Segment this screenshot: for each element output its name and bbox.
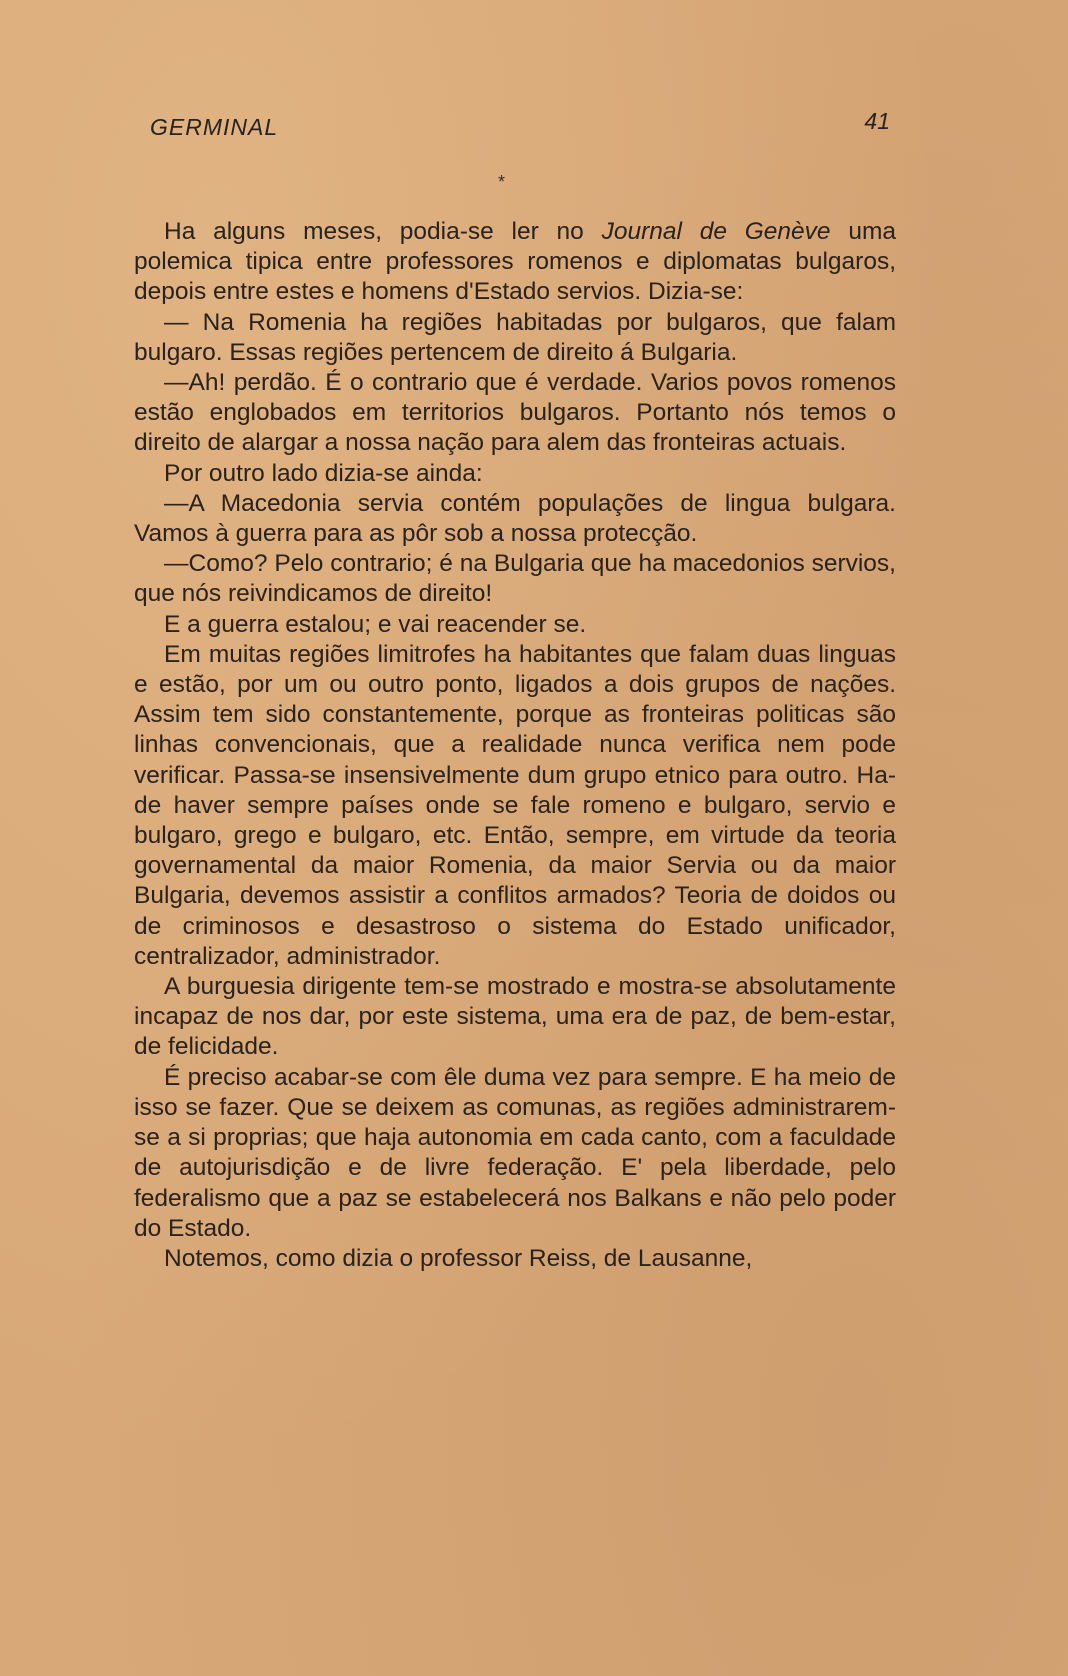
paragraph-9: A burguesia dirigente tem-se mostrado e mostra-se absolutamente incapaz de nos dar, por este sistema, uma era de paz, de bem-estar, de felicidade. bbox=[134, 973, 896, 1061]
running-head bbox=[150, 108, 890, 150]
paragraph-7: E a guerra estalou; e vai reacender se. bbox=[164, 610, 587, 638]
journal-title: Journal de Genève bbox=[601, 218, 831, 245]
running-title: GERMINAL bbox=[150, 114, 279, 140]
paragraph-1 bbox=[134, 217, 896, 308]
body-text bbox=[134, 217, 896, 1274]
paragraph-10: É preciso acabar-se com êle duma vez para sempre. E ha meio de isso se fazer. Que se deixem as comunas, as regiões administrarem-se a si proprias; que haja autonomia em cada canto, com a faculdade de autojurisdição e de livre federação. E' pela liberdade, pelo federalismo que a paz se estabelecerá nos Balkans e não pelo poder do Estado. bbox=[134, 1063, 896, 1242]
paragraph-1-start: Ha alguns meses, podia-se ler no bbox=[164, 218, 602, 245]
paragraph-11: Notemos, como dizia o professor Reiss, de Lausanne, bbox=[164, 1244, 753, 1272]
paragraph-5: —A Macedonia servia contém populações de lingua bulgara. Vamos à guerra para as pôr sob a nossa protecção. bbox=[134, 489, 896, 548]
paragraph-8: Em muitas regiões limitrofes ha habitantes que falam duas linguas e estão, por um ou outro ponto, ligados a dois grupos de nações. Assim tem sido constantemente, porque as fronteiras politicas são linhas convencionais, que a realidade nunca verifica nem pode verificar. Passa-se insensivelmente dum grupo etnico para outro. Ha-de haver sempre países onde se fale romeno e bulgaro, servio e bulgaro, grego e bulgaro, etc. Então, sempre, em virtude da teoria governamental da maior Romenia, da maior Servia ou da maior Bulgaria, devemos assistir a conflitos armados? Teoria de doidos ou de criminosos e desastroso o sistema do Estado unificador, centralizador, administrador. bbox=[134, 640, 896, 970]
paragraph-6: —Como? Pelo contrario; é na Bulgaria que ha macedonios servios, que nós reivindicamos de direito! bbox=[134, 550, 896, 608]
paragraph-1-end: uma polemica tipica entre professores romenos e diplomatas bulgaros, depois entre estes e homens d'Estado servios. Dizia-se: bbox=[134, 218, 896, 306]
asterisk-ornament: * bbox=[498, 172, 506, 192]
page-number: 41 bbox=[864, 108, 890, 134]
paragraph-2: — Na Romenia ha regiões habitadas por bulgaros, que falam bulgaro. Essas regiões pertencem de direito á Bulgaria. bbox=[134, 308, 896, 366]
paragraph-4: Por outro lado dizia-se ainda: bbox=[164, 459, 483, 487]
paragraph-3: —Ah! perdão. É o contrario que é verdade. Varios povos romenos estão englobados em territorios bulgaros. Portanto nós temos o direito de alargar a nossa nação para alem das fronteiras actuais. bbox=[134, 369, 896, 457]
